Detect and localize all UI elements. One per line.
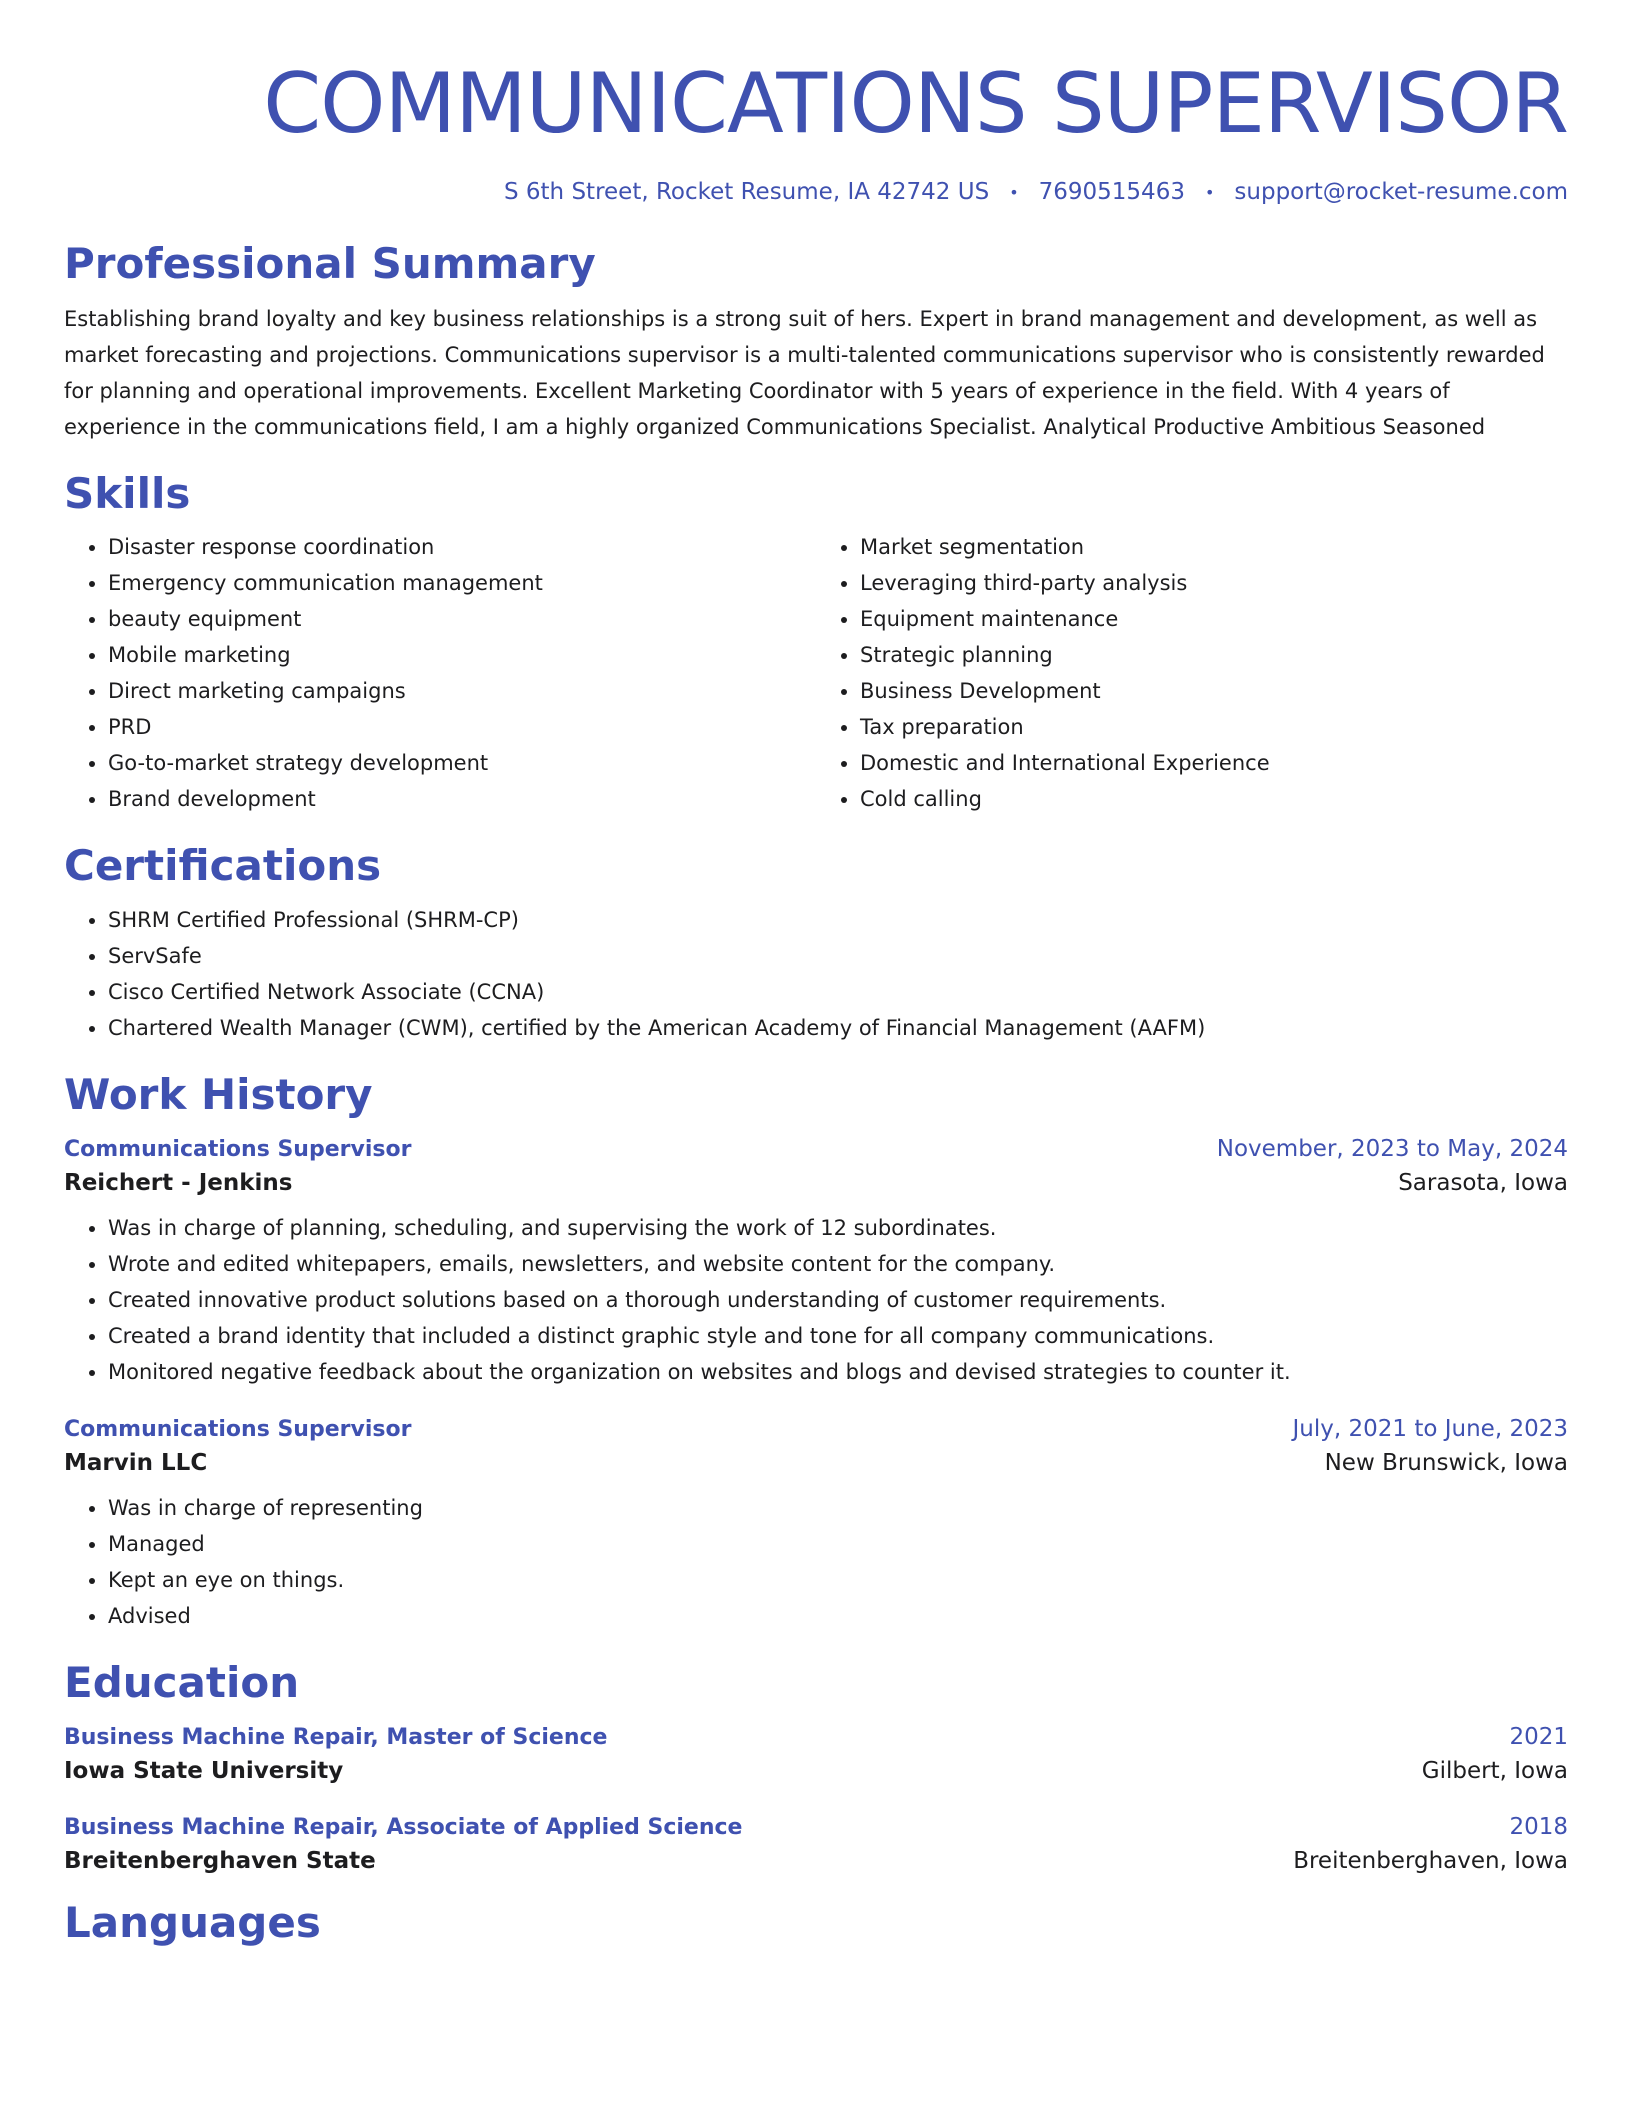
school: Iowa State University (64, 1757, 344, 1784)
job-dates: November, 2023 to May, 2024 (1216, 1135, 1568, 1162)
list-item: • Monitored negative feedback about the organization on websites and blogs and devised strategies to counter it. (108, 1354, 1568, 1390)
list-item: • Equipment maintenance (860, 601, 1568, 637)
resume-page (64, 0, 1568, 1946)
section-title-education: Education (64, 1657, 300, 1707)
list-item: • Disaster response coordination (108, 529, 816, 565)
job-title: Communications Supervisor (64, 1416, 412, 1442)
degree: Business Machine Repair, Master of Science (64, 1724, 608, 1750)
job-bullets (64, 1210, 1568, 1390)
education-year: 2018 (1509, 1813, 1568, 1840)
job-title: Communications Supervisor (64, 1136, 412, 1162)
job-dates: July, 2021 to June, 2023 (1292, 1415, 1568, 1442)
employer: Marvin LLC (64, 1449, 208, 1476)
list-item: • Was in charge of representing (108, 1490, 1568, 1526)
separator-dot: • (1204, 182, 1215, 202)
summary-section (64, 241, 1568, 445)
list-item: • Strategic planning (860, 637, 1568, 673)
school-location: Breitenberghaven, Iowa (1293, 1847, 1568, 1874)
work-history-section (64, 1069, 1568, 1634)
list-item: • Mobile marketing (108, 637, 816, 673)
list-item: • Created innovative product solutions based on a thorough understanding of customer requirements. (108, 1282, 1568, 1318)
degree: Business Machine Repair, Associate of Applied Science (64, 1814, 743, 1840)
skills-right-list (816, 529, 1568, 817)
section-title-languages: Languages (64, 1897, 321, 1947)
employer: Reichert - Jenkins (64, 1169, 293, 1196)
job-location: Sarasota, Iowa (1398, 1169, 1568, 1196)
list-item: • Domestic and International Experience (860, 745, 1568, 781)
list-item: • Chartered Wealth Manager (CWM), certified by the American Academy of Financial Management (AAFM) (108, 1010, 1568, 1046)
list-item: • ServSafe (108, 938, 1568, 974)
education-section (64, 1657, 1568, 1874)
list-item: • Leveraging third-party analysis (860, 565, 1568, 601)
certifications-section (64, 843, 1568, 1045)
list-item: • SHRM Certified Professional (SHRM-CP) (108, 902, 1568, 938)
list-item: • Wrote and edited whitepapers, emails, newsletters, and website content for the company. (108, 1246, 1568, 1282)
list-item: • Managed (108, 1526, 1568, 1562)
list-item: • Emergency communication management (108, 565, 816, 601)
certifications-list (64, 902, 1568, 1046)
languages-section (64, 1897, 1568, 1947)
job-entry (64, 1136, 1568, 1390)
list-item: • Cold calling (860, 781, 1568, 817)
job-entry (64, 1416, 1568, 1634)
section-title-summary: Professional Summary (64, 239, 596, 288)
skills-section (64, 471, 1568, 817)
school-location: Gilbert, Iowa (1421, 1757, 1568, 1784)
list-item: • Created a brand identity that included a distinct graphic style and tone for all company communications. (108, 1318, 1568, 1354)
resume-title: COMMUNICATIONS SUPERVISOR (263, 55, 1568, 152)
email-link[interactable]: support@rocket-resume.com (1234, 179, 1568, 205)
list-item: • Kept an eye on things. (108, 1562, 1568, 1598)
summary-text: Establishing brand loyalty and key business relationships is a strong suit of hers. Expert in brand management and development, as well as market forecasting and projections. Communications supervisor is a multi-talented communications supervisor who is consistently rewarded for planning and operational improvements. Excellent Marketing Coordinator with 5 years of experience in the field. With 4 years of experience in the communications field, I am a highly organized Communications Specialist. Analytical Productive Ambitious Seasoned (64, 307, 1545, 440)
school: Breitenberghaven State (64, 1847, 376, 1874)
section-title-certifications: Certifications (64, 841, 382, 891)
skills-left-list (64, 529, 816, 817)
job-location: New Brunswick, Iowa (1324, 1449, 1568, 1476)
list-item: • Direct marketing campaigns (108, 673, 816, 709)
education-year: 2021 (1509, 1723, 1568, 1750)
list-item: • Market segmentation (860, 529, 1568, 565)
list-item: • Was in charge of planning, scheduling, and supervising the work of 12 subordinates. (108, 1210, 1568, 1246)
section-title-skills: Skills (64, 469, 191, 519)
separator-dot: • (1009, 182, 1019, 202)
section-title-work: Work History (64, 1069, 373, 1119)
list-item: • Tax preparation (860, 709, 1568, 745)
education-entry (64, 1724, 1568, 1784)
list-item: • Advised (108, 1598, 1568, 1634)
list-item: • Go-to-market strategy development (108, 745, 816, 781)
address: S 6th Street, Rocket Resume, IA 42742 US (504, 179, 990, 205)
list-item: • beauty equipment (108, 601, 816, 637)
job-bullets (64, 1490, 1568, 1634)
list-item: • PRD (108, 709, 816, 745)
contact-line (64, 179, 1568, 205)
education-entry (64, 1814, 1568, 1874)
phone: 7690515463 (1038, 179, 1185, 205)
list-item: • Brand development (108, 781, 816, 817)
list-item: • Cisco Certified Network Associate (CCNA) (108, 974, 1568, 1010)
list-item: • Business Development (860, 673, 1568, 709)
